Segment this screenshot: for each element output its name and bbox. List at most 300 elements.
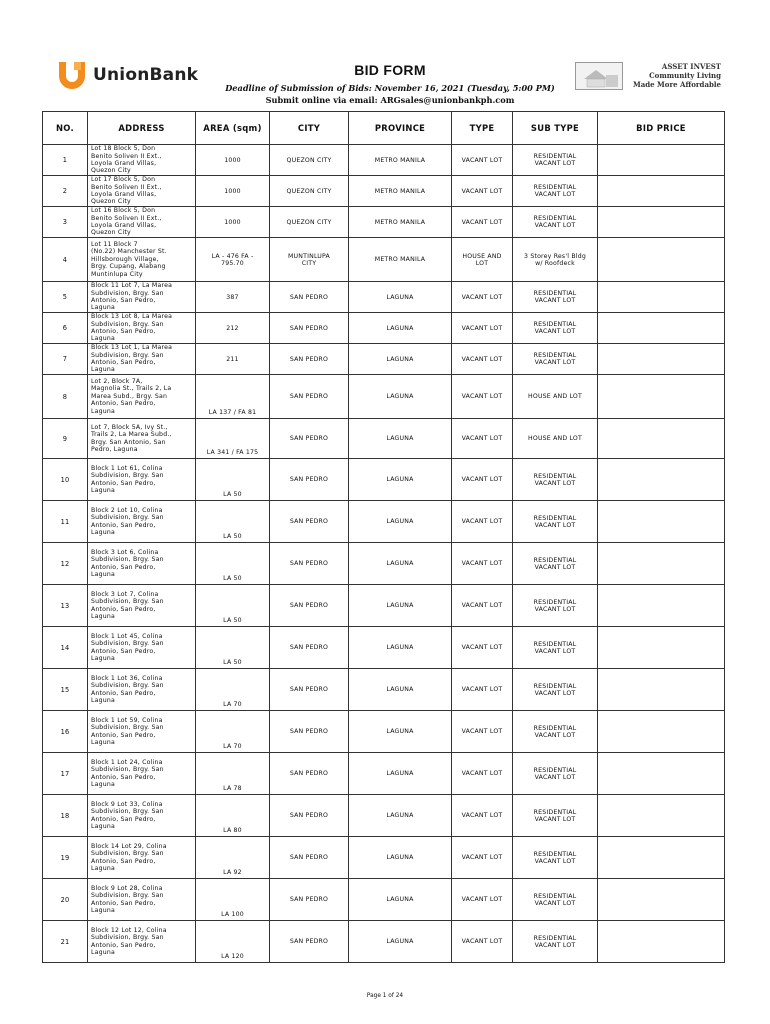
area-value: LA 70 — [223, 743, 242, 750]
address-line: Laguna — [91, 696, 116, 704]
subtype-cell — [513, 795, 598, 837]
city-line: SAN PEDRO — [289, 686, 329, 693]
address-line: Laguna — [91, 407, 116, 415]
address-line: Subdivision, Brgy. San — [91, 682, 164, 690]
city-line: MUNTINLUPA — [288, 252, 330, 260]
address-line: Lot 17 Block 5, Don — [91, 176, 156, 184]
subtype-line: VACANT LOT — [534, 857, 576, 865]
type-line: LOT — [475, 259, 489, 267]
type-line: VACANT LOT — [461, 602, 503, 609]
table-row — [43, 282, 725, 313]
address-line: Laguna — [91, 612, 116, 620]
province-cell: LAGUNA — [349, 585, 452, 627]
address-line: Pedro, Laguna — [91, 445, 138, 453]
address-line: Antonio, San Pedro, — [91, 479, 156, 487]
address-line: Block 9 Lot 28, Colina — [91, 884, 163, 892]
bid-price-field[interactable] — [598, 238, 725, 282]
type-line: VACANT LOT — [461, 218, 503, 226]
province-cell: LAGUNA — [349, 837, 452, 879]
type-line: VACANT LOT — [461, 770, 503, 777]
table-row — [43, 795, 725, 837]
area-cell — [196, 837, 270, 879]
address-line: Lot 2, Block 7A, — [91, 377, 143, 385]
table-row — [43, 238, 725, 282]
area-cell — [196, 459, 270, 501]
address-line: Subdivision, Brgy. San — [91, 724, 164, 732]
address-line: Antonio, San Pedro, — [91, 773, 156, 781]
address-line: Subdivision, Brgy. San — [91, 934, 164, 942]
subtype-cell — [513, 459, 598, 501]
bid-price-field[interactable] — [598, 459, 725, 501]
type-line: VACANT LOT — [461, 393, 503, 400]
table-row — [43, 921, 725, 963]
subtype-line: VACANT LOT — [534, 160, 576, 167]
table-row — [43, 627, 725, 669]
bid-price-field[interactable] — [598, 419, 725, 459]
city-cell — [270, 176, 349, 207]
type-line: VACANT LOT — [461, 938, 503, 945]
bid-price-field[interactable] — [598, 585, 725, 627]
address-line: Block 1 Lot 61, Colina — [91, 464, 163, 472]
city-line: SAN PEDRO — [289, 293, 329, 301]
address-line: Laguna — [91, 864, 116, 872]
subtype-line: RESIDENTIAL — [533, 850, 577, 858]
type-line: VACANT LOT — [461, 728, 503, 735]
address-cell — [88, 207, 196, 238]
subtype-line: VACANT LOT — [534, 222, 576, 229]
city-cell — [270, 585, 349, 627]
address-cell — [88, 344, 196, 375]
row-number: 8 — [43, 375, 88, 419]
city-line: SAN PEDRO — [289, 518, 329, 525]
bid-price-field[interactable] — [598, 627, 725, 669]
bid-price-field[interactable] — [598, 795, 725, 837]
type-line: VACANT LOT — [461, 476, 503, 483]
area-value: 1000 — [224, 218, 241, 226]
address-line: Subdivision, Brgy. San — [91, 850, 164, 858]
address-cell — [88, 711, 196, 753]
subtype-line: RESIDENTIAL — [533, 892, 577, 900]
address-cell — [88, 753, 196, 795]
city-line: SAN PEDRO — [289, 854, 329, 861]
province-cell: METRO MANILA — [349, 207, 452, 238]
unionbank-logo — [55, 60, 198, 90]
address-line: Antonio, San Pedro, — [91, 328, 156, 335]
address-cell — [88, 145, 196, 176]
type-cell — [452, 543, 513, 585]
row-number: 2 — [43, 176, 88, 207]
type-line: HOUSE AND — [462, 252, 502, 260]
city-cell — [270, 711, 349, 753]
subtype-line: VACANT LOT — [534, 359, 576, 366]
subtype-cell — [513, 585, 598, 627]
subtype-cell — [513, 375, 598, 419]
address-line: Antonio, San Pedro, — [91, 689, 156, 697]
area-value: 387 — [226, 293, 239, 301]
city-line: SAN PEDRO — [289, 602, 329, 609]
address-line: Hillsborough Village, — [91, 255, 159, 263]
row-number: 6 — [43, 313, 88, 344]
address-line: Brgy. San Antonio, San — [91, 438, 166, 446]
row-number: 19 — [43, 837, 88, 879]
table-row — [43, 145, 725, 176]
subtype-line: RESIDENTIAL — [533, 472, 577, 480]
table-row — [43, 585, 725, 627]
subtype-cell — [513, 145, 598, 176]
type-cell — [452, 459, 513, 501]
col-header-city: CITY — [270, 112, 349, 145]
subtype-line: VACANT LOT — [534, 328, 576, 335]
address-cell — [88, 879, 196, 921]
subtype-line: VACANT LOT — [534, 521, 576, 529]
table-row — [43, 459, 725, 501]
address-cell — [88, 585, 196, 627]
province-cell: LAGUNA — [349, 375, 452, 419]
col-header-province: PROVINCE — [349, 112, 452, 145]
type-cell — [452, 501, 513, 543]
address-line: Laguna — [91, 906, 116, 914]
area-value: LA 120 — [221, 953, 244, 960]
province-cell: LAGUNA — [349, 543, 452, 585]
area-cell — [196, 375, 270, 419]
bid-price-field[interactable] — [598, 176, 725, 207]
address-line: Antonio, San Pedro, — [91, 815, 156, 823]
type-cell — [452, 238, 513, 282]
city-cell — [270, 543, 349, 585]
address-line: Laguna — [91, 304, 116, 312]
row-number: 17 — [43, 753, 88, 795]
subtype-cell — [513, 627, 598, 669]
address-line: Loyola Grand Villas, — [91, 191, 157, 198]
subtype-line: VACANT LOT — [534, 563, 576, 571]
subtype-line: VACANT LOT — [534, 479, 576, 487]
row-number: 16 — [43, 711, 88, 753]
address-line: Antonio, San Pedro, — [91, 857, 156, 865]
bid-price-field[interactable] — [598, 711, 725, 753]
asset-invest-badge — [575, 62, 723, 90]
city-cell — [270, 375, 349, 419]
address-line: Block 1 Lot 24, Colina — [91, 758, 163, 766]
city-line: SAN PEDRO — [289, 812, 329, 819]
row-number: 21 — [43, 921, 88, 963]
bid-price-field[interactable] — [598, 669, 725, 711]
city-cell — [270, 627, 349, 669]
address-line: Antonio, San Pedro, — [91, 647, 156, 655]
col-header-bid-price: BID PRICE — [598, 112, 725, 145]
subtype-cell — [513, 543, 598, 585]
area-value: 1000 — [224, 156, 241, 164]
area-cell — [196, 238, 270, 282]
area-value: LA 50 — [223, 533, 242, 540]
type-cell — [452, 207, 513, 238]
deadline-text: Deadline of Submission of Bids: November 16, 2021 (Tuesday, 5:00 PM) — [225, 83, 555, 93]
bid-price-field[interactable] — [598, 753, 725, 795]
area-value: LA - 476 FA - 795.70 — [211, 252, 254, 267]
province-cell: LAGUNA — [349, 344, 452, 375]
type-line: VACANT LOT — [461, 156, 503, 164]
area-cell — [196, 669, 270, 711]
address-line: Quezon City — [91, 198, 131, 206]
subtype-line: RESIDENTIAL — [533, 321, 577, 328]
table-row — [43, 879, 725, 921]
address-line: Antonio, San Pedro, — [91, 899, 156, 907]
address-cell — [88, 419, 196, 459]
logo-text: UnionBank — [93, 65, 199, 85]
subtype-line: HOUSE AND LOT — [528, 393, 582, 400]
row-number: 7 — [43, 344, 88, 375]
address-line: Benito Soliven II Ext., — [91, 152, 162, 160]
address-line: Subdivision, Brgy. San — [91, 514, 164, 522]
table-row — [43, 344, 725, 375]
subtype-line: VACANT LOT — [534, 605, 576, 613]
bid-price-field[interactable] — [598, 501, 725, 543]
area-value: LA 80 — [223, 827, 242, 834]
type-cell — [452, 282, 513, 313]
subtype-line: VACANT LOT — [534, 773, 576, 781]
row-number: 13 — [43, 585, 88, 627]
address-line: Laguna — [91, 948, 116, 956]
city-line: SAN PEDRO — [289, 938, 329, 945]
province-cell: LAGUNA — [349, 795, 452, 837]
address-line: Antonio, San Pedro, — [91, 521, 156, 529]
address-line: Subdivision, Brgy. San — [91, 892, 164, 900]
address-cell — [88, 313, 196, 344]
subtype-cell — [513, 282, 598, 313]
address-line: Magnolia St., Trails 2, La — [91, 385, 172, 393]
subtype-line: VACANT LOT — [534, 941, 576, 949]
table-row — [43, 375, 725, 419]
bid-price-field[interactable] — [598, 543, 725, 585]
address-line: Block 14 Lot 29, Colina — [91, 842, 167, 850]
address-line: Loyola Grand Villas, — [91, 222, 157, 229]
subtype-line: RESIDENTIAL — [533, 640, 577, 648]
address-line: Block 3 Lot 7, Colina — [91, 590, 159, 598]
subtype-line: VACANT LOT — [534, 899, 576, 907]
area-cell — [196, 879, 270, 921]
address-line: Laguna — [91, 528, 116, 536]
address-cell — [88, 501, 196, 543]
area-cell — [196, 543, 270, 585]
address-cell — [88, 176, 196, 207]
row-number: 5 — [43, 282, 88, 313]
address-line: Subdivision, Brgy. San — [91, 289, 164, 297]
row-number: 10 — [43, 459, 88, 501]
bid-price-field[interactable] — [598, 313, 725, 344]
table-row — [43, 543, 725, 585]
submit-email-text: Submit online via email: ARGsales@unionbankph.com — [265, 95, 515, 105]
table-row — [43, 313, 725, 344]
province-cell: LAGUNA — [349, 879, 452, 921]
address-line: Laguna — [91, 570, 116, 578]
type-line: VACANT LOT — [461, 324, 503, 332]
type-cell — [452, 669, 513, 711]
table-row — [43, 176, 725, 207]
address-line: Lot 18 Block 5, Don — [91, 145, 156, 153]
type-cell — [452, 879, 513, 921]
address-line: Block 2 Lot 10, Colina — [91, 506, 163, 514]
subtype-line: RESIDENTIAL — [533, 352, 577, 359]
city-cell — [270, 501, 349, 543]
address-line: Muntinlupa City — [91, 270, 143, 278]
address-cell — [88, 837, 196, 879]
area-value: LA 50 — [223, 617, 242, 624]
type-line: VACANT LOT — [461, 435, 503, 442]
subtype-line: RESIDENTIAL — [533, 556, 577, 564]
subtype-line: RESIDENTIAL — [533, 290, 577, 297]
address-cell — [88, 669, 196, 711]
province-cell: LAGUNA — [349, 669, 452, 711]
bid-price-field[interactable] — [598, 344, 725, 375]
table-row — [43, 207, 725, 238]
bid-price-field[interactable] — [598, 282, 725, 313]
area-value: LA 70 — [223, 701, 242, 708]
area-cell — [196, 207, 270, 238]
area-cell — [196, 795, 270, 837]
city-line: QUEZON CITY — [286, 156, 332, 164]
city-line: SAN PEDRO — [289, 435, 329, 442]
address-cell — [88, 627, 196, 669]
city-line: SAN PEDRO — [289, 393, 329, 400]
table-header-row — [43, 112, 725, 145]
address-line: Quezon City — [91, 229, 131, 237]
type-line: VACANT LOT — [461, 686, 503, 693]
bid-price-field[interactable] — [598, 879, 725, 921]
city-cell — [270, 282, 349, 313]
bid-price-field[interactable] — [598, 207, 725, 238]
area-cell — [196, 921, 270, 963]
city-cell — [270, 879, 349, 921]
bid-price-field[interactable] — [598, 145, 725, 176]
address-line: Lot 16 Block 5, Don — [91, 207, 156, 215]
province-cell: LAGUNA — [349, 627, 452, 669]
badge-line-3: Made More Affordable — [632, 80, 721, 89]
row-number: 15 — [43, 669, 88, 711]
address-line: Antonio, San Pedro, — [91, 359, 156, 366]
province-cell: LAGUNA — [349, 459, 452, 501]
subtype-line: RESIDENTIAL — [533, 682, 577, 690]
address-line: Subdivision, Brgy. San — [91, 351, 164, 359]
col-header-subtype: SUB TYPE — [513, 112, 598, 145]
type-cell — [452, 145, 513, 176]
type-cell — [452, 627, 513, 669]
subtype-line: RESIDENTIAL — [533, 724, 577, 732]
area-cell — [196, 501, 270, 543]
city-cell — [270, 238, 349, 282]
col-header-area: AREA (sqm) — [196, 112, 270, 145]
subtype-cell — [513, 711, 598, 753]
city-cell — [270, 669, 349, 711]
type-cell — [452, 921, 513, 963]
row-number: 1 — [43, 145, 88, 176]
province-cell: LAGUNA — [349, 921, 452, 963]
bid-price-field[interactable] — [598, 921, 725, 963]
area-value: LA 50 — [223, 491, 242, 498]
subtype-cell — [513, 344, 598, 375]
type-cell — [452, 176, 513, 207]
address-line: Laguna — [91, 335, 116, 343]
address-line: Subdivision, Brgy. San — [91, 598, 164, 606]
subtype-line: VACANT LOT — [534, 815, 576, 823]
type-cell — [452, 585, 513, 627]
bid-price-field[interactable] — [598, 375, 725, 419]
address-line: Subdivision, Brgy. San — [91, 320, 164, 328]
table-row — [43, 837, 725, 879]
type-cell — [452, 753, 513, 795]
area-value: LA 100 — [221, 911, 244, 918]
province-cell: LAGUNA — [349, 419, 452, 459]
address-cell — [88, 795, 196, 837]
subtype-cell — [513, 176, 598, 207]
row-number: 9 — [43, 419, 88, 459]
city-line: QUEZON CITY — [286, 187, 332, 195]
badge-line-2: Community Living — [649, 71, 721, 80]
address-line: Antonio, San Pedro, — [91, 731, 156, 739]
address-line: Lot 7, Block 5A, Ivy St., — [91, 423, 168, 431]
city-cell — [270, 313, 349, 344]
address-line: Laguna — [91, 738, 116, 746]
address-line: Laguna — [91, 366, 116, 374]
type-cell — [452, 375, 513, 419]
subtype-line: 3 Storey Res'l Bldg — [524, 252, 586, 260]
city-cell — [270, 419, 349, 459]
province-cell: LAGUNA — [349, 282, 452, 313]
city-line: SAN PEDRO — [289, 770, 329, 777]
area-cell — [196, 313, 270, 344]
area-cell — [196, 753, 270, 795]
bid-price-field[interactable] — [598, 837, 725, 879]
subtype-line: HOUSE AND LOT — [528, 435, 582, 442]
subtype-line: RESIDENTIAL — [533, 184, 577, 191]
province-cell: LAGUNA — [349, 711, 452, 753]
city-cell — [270, 921, 349, 963]
province-cell: METRO MANILA — [349, 145, 452, 176]
col-header-address: ADDRESS — [88, 112, 196, 145]
subtype-line: RESIDENTIAL — [533, 766, 577, 774]
address-line: Lot 11 Block 7 — [91, 240, 138, 248]
row-number: 18 — [43, 795, 88, 837]
area-value: 1000 — [224, 187, 241, 195]
address-line: Laguna — [91, 654, 116, 662]
city-line: SAN PEDRO — [289, 728, 329, 735]
city-cell — [270, 753, 349, 795]
city-line: SAN PEDRO — [289, 644, 329, 651]
type-cell — [452, 711, 513, 753]
col-header-no: NO. — [43, 112, 88, 145]
address-line: Laguna — [91, 822, 116, 830]
address-line: Benito Soliven II Ext., — [91, 214, 162, 222]
type-cell — [452, 344, 513, 375]
type-line: VACANT LOT — [461, 644, 503, 651]
subtype-cell — [513, 207, 598, 238]
type-line: VACANT LOT — [461, 896, 503, 903]
subtype-cell — [513, 313, 598, 344]
subtype-line: RESIDENTIAL — [533, 598, 577, 606]
table-row — [43, 753, 725, 795]
subtype-line: VACANT LOT — [534, 689, 576, 697]
city-line: CITY — [301, 259, 317, 267]
area-cell — [196, 627, 270, 669]
area-cell — [196, 282, 270, 313]
subtype-cell — [513, 238, 598, 282]
city-cell — [270, 207, 349, 238]
city-line: SAN PEDRO — [289, 324, 329, 332]
page-title: BID FORM — [354, 62, 426, 78]
area-value: 212 — [226, 324, 239, 332]
area-value: LA 92 — [223, 869, 242, 876]
address-line: Block 3 Lot 6, Colina — [91, 548, 159, 556]
address-line: Laguna — [91, 780, 116, 788]
type-line: VACANT LOT — [461, 355, 503, 363]
